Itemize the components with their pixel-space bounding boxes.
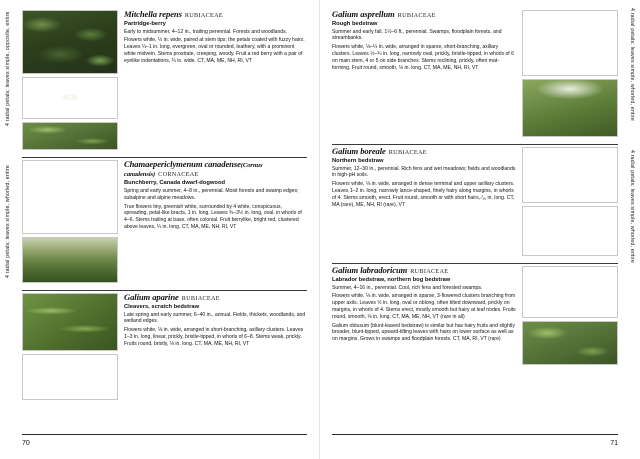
photo-group <box>22 293 118 400</box>
season-habitat-blurb: Summer and early fall, 1½–6 ft., perennial. Swamps, floodplain forests, and streambanks. <box>332 28 502 42</box>
season-habitat-blurb: Summer, 12–30 in., perennial. Rich fens and wet meadows; fields and woodlands in high-pH soils. <box>332 165 516 179</box>
common-name: Rough bedstraw <box>332 20 378 27</box>
description: Flowers white, ⅛–¼ in. wide, arranged in sparse, short-branching, axillary clusters. Leaves ½–¾ in. long, narrowly oval, prickly, bristle-tipped, in whorls of 6 on main stem, 4 or 5 on side branches. Stems reclining, prickly, often mat-forming. Fruit round, smooth, ⅛ in. long. CT, MA, ME, NH, RI, VT <box>332 44 514 71</box>
photo-image <box>523 80 617 136</box>
scientific-name-text: Mitchella repens <box>124 9 182 19</box>
scientific-name <box>124 10 307 20</box>
species-photo <box>22 77 118 119</box>
family-name: RUBIACEAE <box>184 12 223 19</box>
family-name: RUBIACEAE <box>397 12 436 19</box>
thumb-tab-right-top: 4 radial petals; leaves simple, whorled, entire <box>629 8 635 121</box>
description: Flowers white, ⅛ in. wide, arranged in short-branching, axillary clusters. Leaves 1–3 in. long, linear, prickly, bristle-tipped, in whorls of 6–8. Stems weak, prickly. Fruits round, bristly, ⅛ in. long. CT, MA, ME, NH, RI, VT <box>124 327 304 347</box>
species-text <box>332 147 516 256</box>
family-name: RUBIACEAE <box>410 268 449 275</box>
scientific-name-text: Chamaepericlymenum canadense <box>124 159 241 169</box>
page-footer-rule <box>22 434 307 435</box>
photo-image <box>523 207 617 255</box>
species-photo <box>22 122 118 150</box>
scientific-name-text: Galium asprellum <box>332 9 395 19</box>
description: Flowers white, ⅛ in. wide, arranged in dense terminal and upper axillary clusters. Leaves 1–2 in. long, narrowly lance-shaped, finely hairy along margins, in whorls of 4. Stems smooth, erect. Fruit round, smooth or with short hairs, ⁄₁₆ in. long. CT, MA (rare), ME, NH, RI (rare), VT <box>332 181 515 208</box>
family-name: RUBIACEAE <box>181 295 220 302</box>
species-text <box>332 266 516 365</box>
season-habitat-blurb: Late spring and early summer, 6–40 in., annual. Fields, thickets, woodlands, and wetland edges. <box>124 311 306 325</box>
entry-divider <box>332 144 618 145</box>
photo-image <box>23 355 117 399</box>
species-entry-galium-aparine <box>22 293 307 400</box>
species-photo <box>22 160 118 234</box>
species-entry-mitchella-repens <box>22 10 307 150</box>
photo-image <box>23 238 117 282</box>
entry-divider <box>22 157 307 158</box>
entry-divider <box>22 290 307 291</box>
species-photo <box>522 147 618 203</box>
common-name: Labrador bedstraw, northern bog bedstraw <box>332 276 451 283</box>
photo-image <box>23 78 117 118</box>
photo-group <box>522 147 618 256</box>
species-photo <box>22 354 118 400</box>
thumb-tab-right-bottom: 4 radial petals; leaves simple, whorled, entire <box>629 150 635 263</box>
photo-group <box>22 160 118 283</box>
species-entry-galium-asprellum <box>332 10 618 137</box>
species-text <box>124 160 307 283</box>
photo-image <box>23 161 117 233</box>
synonym-name: (Cornus canadensis) <box>124 162 263 179</box>
species-entry-galium-boreale <box>332 147 618 256</box>
species-photo <box>522 266 618 318</box>
species-photo <box>522 321 618 365</box>
scientific-name <box>124 160 307 179</box>
photo-image <box>523 148 617 202</box>
species-photo <box>522 206 618 256</box>
species-text <box>332 10 516 137</box>
species-entry-chamaepericlymenum-canadense <box>22 160 307 283</box>
species-text <box>124 293 307 400</box>
page-footer-rule <box>332 434 618 435</box>
season-habitat-blurb: Early to midsummer, 4–12 in., trailing perennial. Forests and woodlands. <box>124 28 288 35</box>
photo-image <box>23 123 117 149</box>
description: Flowers white, ½ in. wide, paired at stem tips; the petals coated with fuzzy hairs. Leaves ¼–1 in. long, evergreen, oval or rounded, leathery, with a prominent white midvein. Stems prostrate, creeping, woody. Fruit a red berry with a pair of eyelike indentations, ¼ in. wide. CT, MA, ME, NH, RI, VT <box>124 37 305 64</box>
species-text <box>124 10 307 150</box>
entry-divider <box>332 263 618 264</box>
scientific-name <box>332 147 516 157</box>
species-photo <box>22 293 118 351</box>
family-name: CORNACEAE <box>158 171 199 179</box>
page-number-left: 70 <box>22 440 30 447</box>
scientific-name-text: Galium labradoricum <box>332 265 408 275</box>
thumb-tab-left-bottom: 4 radial petals; leaves simple, whorled, entire <box>5 165 11 278</box>
page-number-right: 71 <box>610 440 618 447</box>
species-photo <box>22 237 118 283</box>
common-name: Northern bedstraw <box>332 157 384 164</box>
thumb-tab-left-top: 4 radial petals; leaves simple, opposite, entire <box>5 11 11 126</box>
description: True flowers tiny, greenish white, surrounded by 4 white, conspicuous, spreading, petal-like bracts, 1 in. long. Leaves ¾–3½ in. long, oval, in whorls of 4–6. Stems trailing at base, often colonial. Fruit berrylike, bright red, clustered above leaves, ¼ in. long. CT, MA, ME, NH, RI, VT <box>124 203 302 230</box>
photo-image <box>523 322 617 364</box>
photo-group <box>522 10 618 137</box>
right-page <box>320 0 640 459</box>
photo-image <box>23 11 117 73</box>
season-habitat-blurb: Spring and early summer, 4–8 in., perennial. Moist forests and swamp edges; subalpine and alpine meadows. <box>124 188 299 201</box>
similar-species-note: Galium obtusum (blunt-leaved bedstraw) is similar but has hairy fruits and slightly broader, blunt-tipped, upward-tilting leaves with hairs on lower surface as well as on margins. Grows in swamps and floodplain forests. CT, MA, RI, VT (rare) <box>332 322 515 343</box>
photo-group <box>22 10 118 150</box>
photo-image <box>523 267 617 317</box>
common-name: Cleavers, scratch bedstraw <box>124 303 200 310</box>
season-habitat-blurb: Summer, 4–16 in., perennial. Cool, rich fens and forested swamps. <box>332 284 483 291</box>
species-photo <box>22 10 118 74</box>
scientific-name-text: Galium boreale <box>332 146 386 156</box>
common-name: Bunchberry, Canada dwarf-dogwood <box>124 180 226 187</box>
scientific-name <box>332 10 516 20</box>
photo-image <box>23 294 117 350</box>
photo-image <box>523 11 617 75</box>
common-name: Partridge-berry <box>124 20 166 27</box>
species-photo <box>522 10 618 76</box>
scientific-name <box>124 293 307 303</box>
species-entry-galium-labradoricum <box>332 266 618 365</box>
scientific-name-text: Galium aparine <box>124 292 179 302</box>
scientific-name <box>332 266 516 276</box>
species-photo <box>522 79 618 137</box>
description: Flowers white, ⅛ in. wide, arranged in sparse, 3-flowered clusters branching from upper axils. Leaves ½ in. long, oval or oblong, often tilted downward, prickly on margins, in whorls of 4. Stems erect, mostly smooth but hairy at leaf nodes. Fruits round, smooth, ⅛ in. long. CT, MA, ME, NH, VT (rare in all) <box>332 293 516 320</box>
family-name: RUBIACEAE <box>388 149 427 156</box>
photo-group <box>522 266 618 365</box>
